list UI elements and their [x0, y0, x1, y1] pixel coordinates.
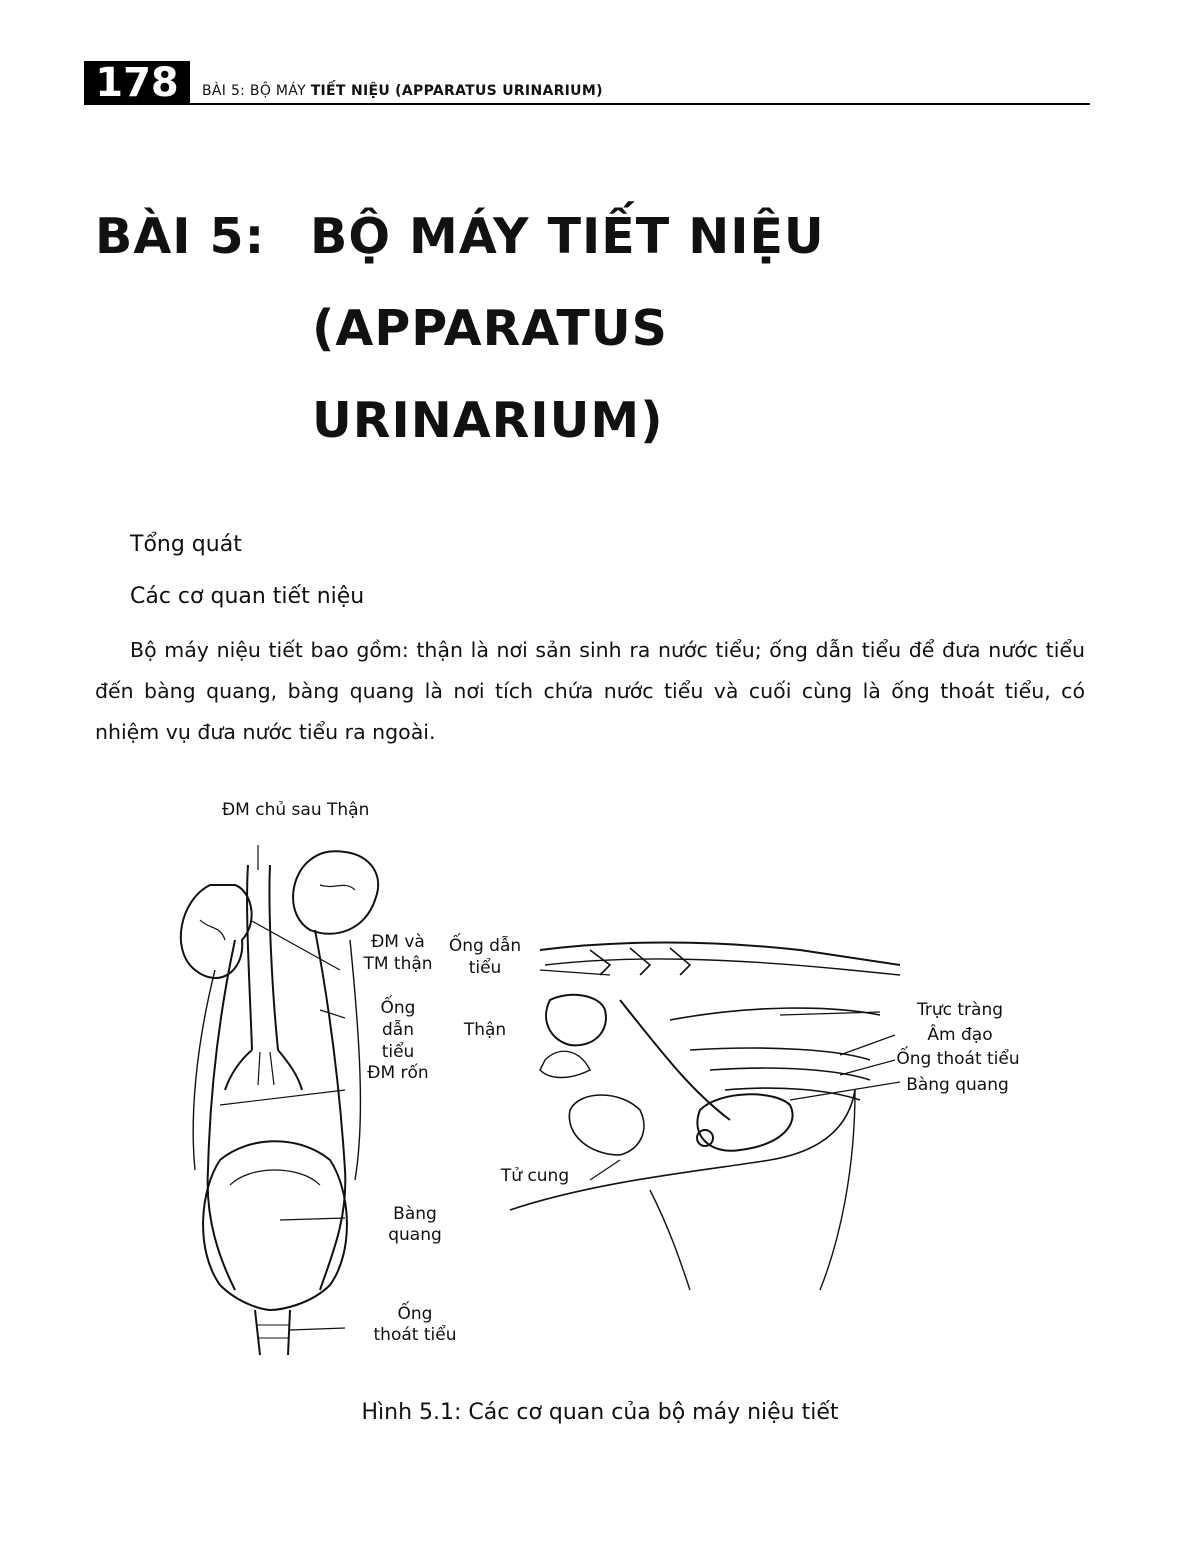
running-header — [202, 83, 603, 99]
page-number: 178 — [84, 61, 190, 105]
figure-caption: Hình 5.1: Các cơ quan của bộ máy niệu tiết — [361, 1400, 839, 1425]
label-urethra-right: Ống thoát tiểu — [896, 1049, 1020, 1069]
right-pelvis-drawing — [510, 943, 900, 1291]
label-urethra-1: Ống — [397, 1304, 433, 1324]
label-umbilical: ĐM rốn — [367, 1063, 429, 1083]
label-aorta-kidney: ĐM chủ sau Thận — [222, 800, 370, 820]
running-header-prefix: BÀI 5: BỘ MÁY — [202, 83, 306, 99]
section-heading-organs: Các cơ quan tiết niệu — [130, 584, 365, 609]
label-ureter-2: dẫn — [382, 1020, 414, 1040]
label-ureter-1: Ống — [380, 998, 416, 1018]
label-urethra-2: thoát tiểu — [373, 1325, 457, 1345]
left-urinary-drawing — [181, 845, 378, 1355]
body-paragraph: Bộ máy niệu tiết bao gồm: thận là nơi sản sinh ra nước tiểu; ống dẫn tiểu để đưa nước tiểu đến bàng quang, bàng quang là nơi tích chứa nước tiểu và cuối cùng là ống thoát tiểu, có nhiệm vụ đưa nước tiểu ra ngoài. — [95, 638, 1085, 744]
header-rule — [190, 103, 1090, 105]
section-heading-general: Tổng quát — [130, 532, 242, 557]
label-kidney-right: Thận — [463, 1020, 507, 1040]
label-bladder-2: quang — [388, 1225, 442, 1245]
label-rectum: Trực tràng — [916, 1000, 1004, 1020]
page-header — [84, 61, 1090, 105]
running-header-rest: TIẾT NIỆU (APPARATUS URINARIUM) — [310, 83, 603, 99]
label-ureter-right-2: tiểu — [468, 958, 502, 978]
title-lesson-number: BÀI 5: — [95, 208, 266, 265]
title-line-1: BỘ MÁY TIẾT NIỆU — [310, 208, 825, 265]
label-ureter-3: tiểu — [381, 1042, 415, 1062]
title-line-3: URINARIUM) — [312, 392, 664, 449]
label-ureter-right-1: Ống dẫn — [448, 936, 522, 956]
title-line-2: (APPARATUS — [312, 300, 668, 357]
label-vagina: Âm đạo — [927, 1025, 993, 1045]
label-bladder-1: Bàng — [393, 1204, 437, 1224]
label-bladder-right: Bàng quang — [906, 1075, 1009, 1095]
label-uterus: Tử cung — [500, 1166, 570, 1186]
label-renal-vessels-2: TM thận — [363, 954, 433, 974]
anatomy-figure — [150, 790, 1050, 1370]
label-renal-vessels-1: ĐM và — [371, 932, 425, 952]
